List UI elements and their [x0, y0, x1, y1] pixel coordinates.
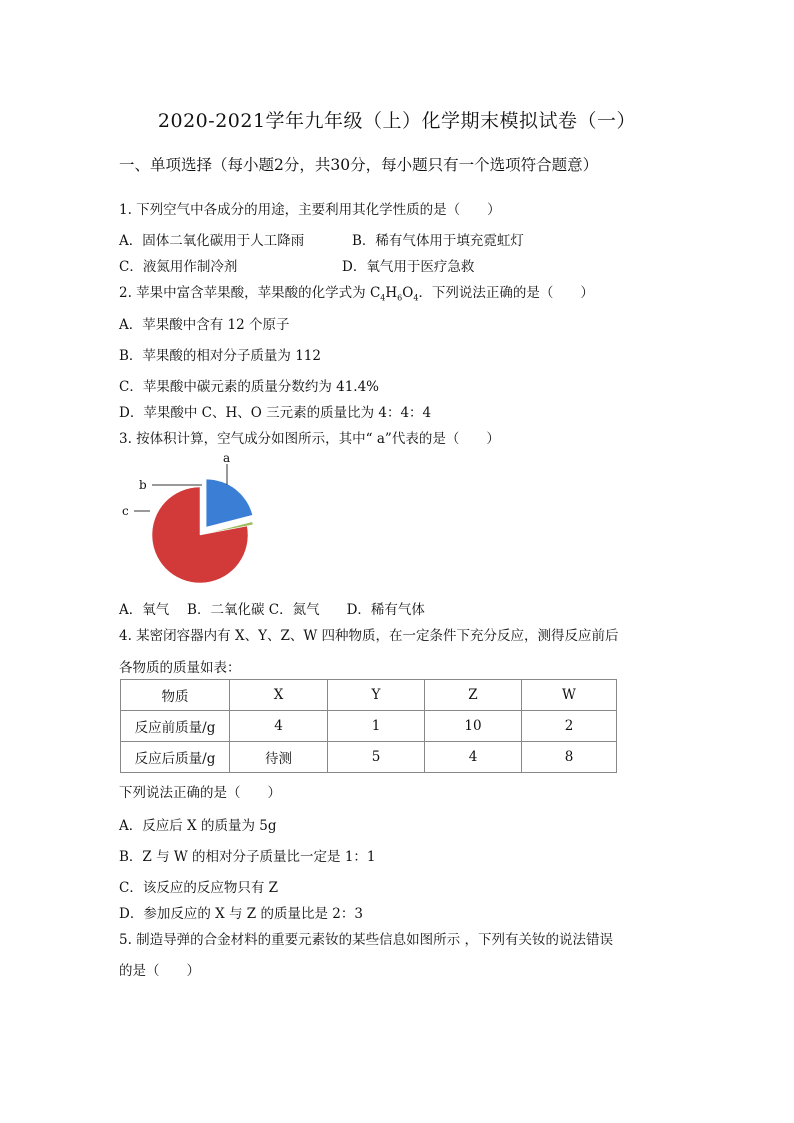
q5-stem-line2: 的是（ ） — [119, 963, 200, 979]
q3-stem: 3. 按体积计算，空气成分如图所示，其中“ a”代表的是（ ） — [119, 431, 500, 447]
table-cell: 2 — [522, 711, 617, 742]
q2-option-d: D．苹果酸中 C、H、O 三元素的质量比为 4：4：4 — [119, 405, 432, 421]
q4-option-c: C．该反应的反应物只有 Z — [119, 880, 279, 896]
q1-option-d: D．氧气用于医疗急救 — [342, 259, 475, 275]
q2-stem-pre: 2. 苹果中富含苹果酸，苹果酸的化学式为 C — [119, 285, 381, 301]
mass-table — [120, 679, 617, 773]
table-row — [121, 711, 617, 742]
table-cell: 4 — [425, 742, 522, 773]
formula-sub-o: 4 — [413, 293, 419, 303]
q3-options: A．氧气 B．二氧化碳 C．氮气 D．稀有气体 — [119, 602, 425, 618]
formula-o: O — [402, 285, 414, 301]
table-cell: 待测 — [230, 742, 328, 773]
q2-stem — [119, 281, 594, 303]
q2-stem-post: ．下列说法正确的是（ ） — [418, 285, 594, 301]
pie-label-c: c — [122, 504, 129, 518]
table-cell: 反应前质量/g — [121, 711, 230, 742]
q4-option-d: D．参加反应的 X 与 Z 的质量比是 2：3 — [119, 906, 363, 922]
table-cell: 10 — [425, 711, 522, 742]
q2-option-a: A．苹果酸中含有 12 个原子 — [119, 317, 290, 333]
q1-option-a: A．固体二氧化碳用于人工降雨 — [119, 233, 305, 249]
formula-sub-h: 6 — [397, 293, 403, 303]
table-cell: 1 — [328, 711, 425, 742]
table-cell: 4 — [230, 711, 328, 742]
table-header-cell: 物质 — [121, 680, 230, 711]
section-heading: 一、单项选择（每小题2分，共30分，每小题只有一个选项符合题意） — [119, 156, 599, 174]
page-title: 2020-2021学年九年级（上）化学期末模拟试卷（一） — [157, 110, 637, 132]
table-header-cell: W — [522, 680, 617, 711]
q1-stem: 1. 下列空气中各成分的用途，主要利用其化学性质的是（ ） — [119, 202, 501, 218]
q1-option-b: B．稀有气体用于填充霓虹灯 — [352, 233, 524, 249]
pie-label-a: a — [223, 451, 231, 465]
air-composition-pie-chart — [110, 447, 280, 592]
q4-stem-line2: 各物质的质量如表： — [119, 660, 241, 676]
q5-stem-line1: 5. 制造导弹的合金材料的重要元素钕的某些信息如图所示 ，下列有关钕的说法错误 — [119, 932, 613, 948]
pie-label-b: b — [139, 478, 147, 492]
table-header-cell: Y — [328, 680, 425, 711]
formula-h: H — [385, 285, 398, 301]
table-cell: 8 — [522, 742, 617, 773]
table-header-cell: X — [230, 680, 328, 711]
q1-option-c: C．液氮用作制冷剂 — [119, 259, 238, 275]
table-header-row — [121, 680, 617, 711]
formula-sub-c: 4 — [380, 293, 386, 303]
q2-option-b: B．苹果酸的相对分子质量为 112 — [119, 348, 321, 364]
table-row — [121, 742, 617, 773]
q4-after-table: 下列说法正确的是（ ） — [119, 785, 281, 801]
pie-slice-a — [206, 479, 252, 527]
q2-option-c: C．苹果酸中碳元素的质量分数约为 41.4% — [119, 379, 380, 395]
table-cell: 反应后质量/g — [121, 742, 230, 773]
table-header-cell: Z — [425, 680, 522, 711]
q4-option-a: A．反应后 X 的质量为 5g — [119, 818, 277, 834]
q4-option-b: B．Z 与 W 的相对分子质量比一定是 1：1 — [119, 849, 376, 865]
q4-stem-line1: 4. 某密闭容器内有 X、Y、Z、W 四种物质，在一定条件下充分反应，测得反应前后 — [119, 628, 619, 644]
table-cell: 5 — [328, 742, 425, 773]
